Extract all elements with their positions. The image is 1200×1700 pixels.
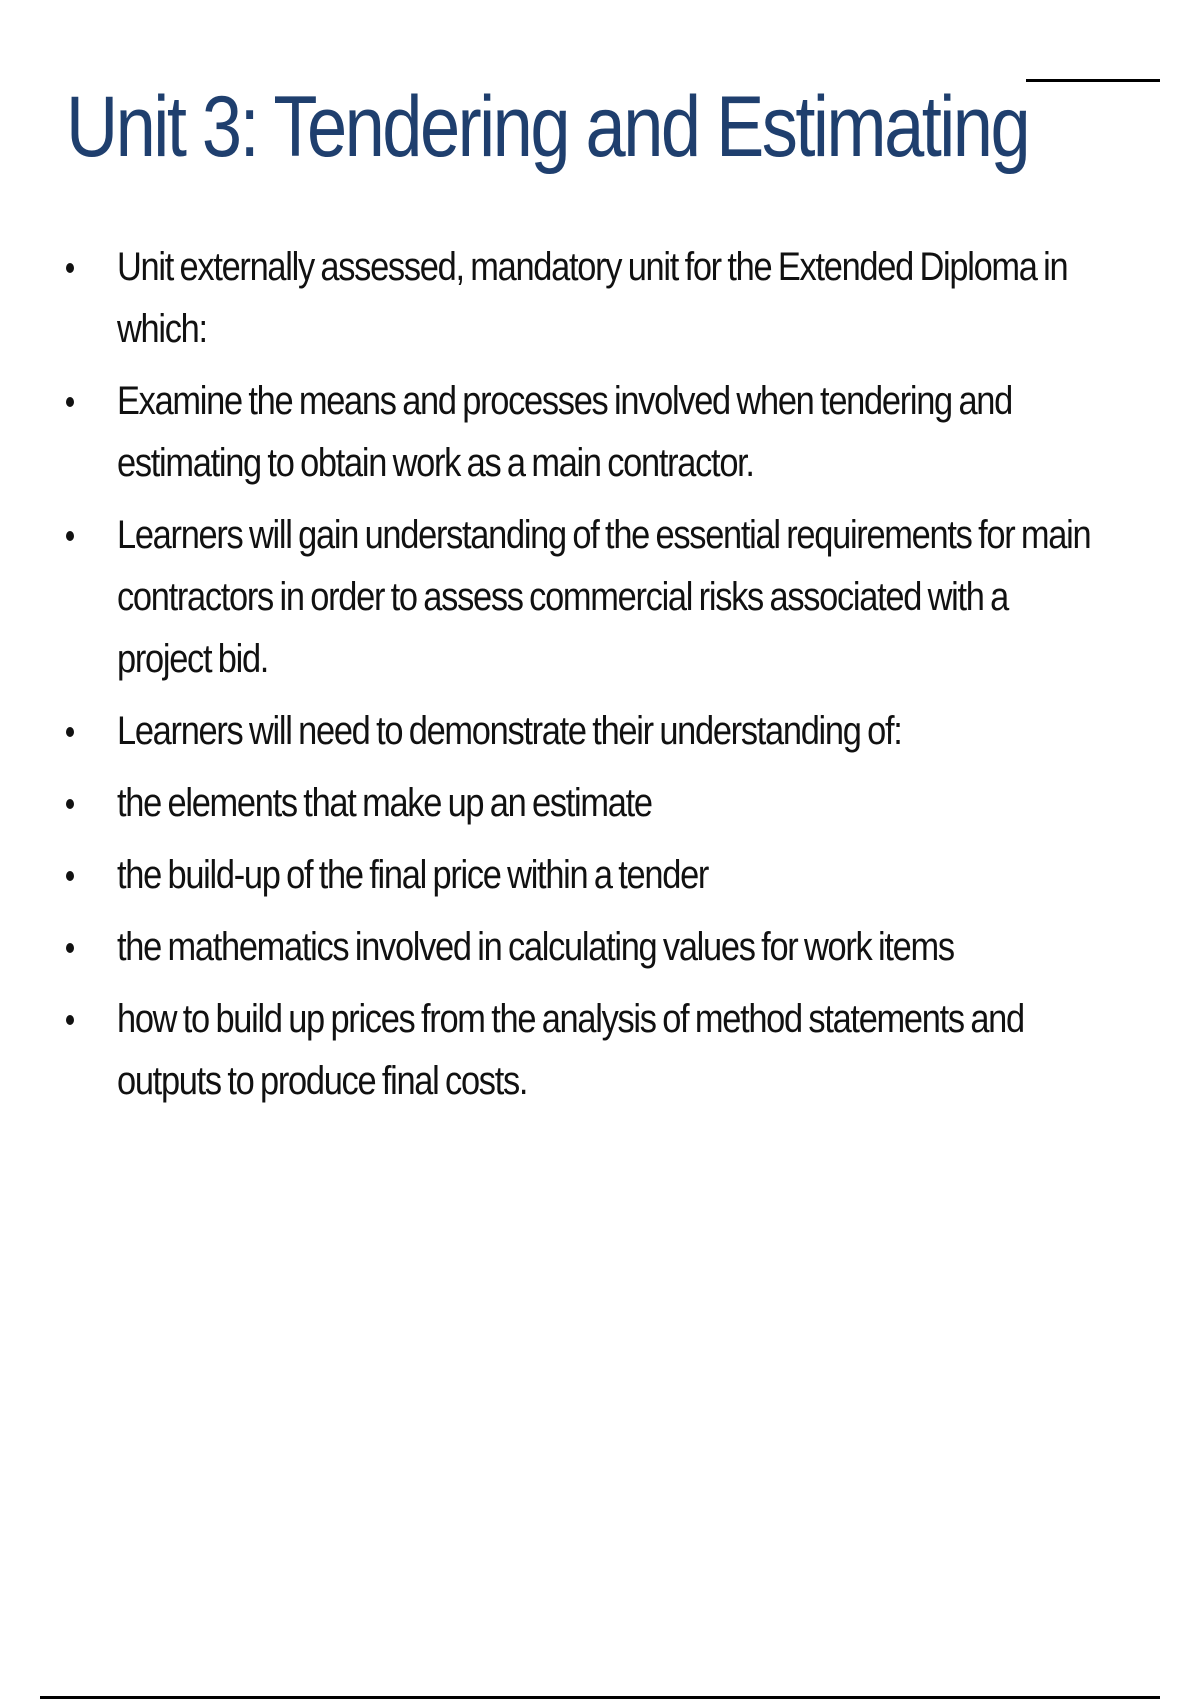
slide-title: Unit 3: Tendering and Estimating xyxy=(66,79,1029,175)
bullet-item xyxy=(60,370,1100,494)
bullet-item xyxy=(60,844,1100,906)
bullet-text: Examine the means and processes involved when tendering and estimating to obtain work as a main contractor. xyxy=(117,379,1012,485)
bullet-text: Learners will need to demonstrate their understanding of: xyxy=(117,709,902,753)
bullet-dot-icon xyxy=(66,531,74,541)
top-right-rule xyxy=(1026,79,1160,82)
bullet-text: the elements that make up an estimate xyxy=(117,781,652,825)
bullet-dot-icon xyxy=(66,799,74,809)
bullet-dot-icon xyxy=(66,397,74,407)
bottom-rule xyxy=(40,1696,1160,1699)
bullet-dot-icon xyxy=(66,1015,74,1025)
bullet-dot-icon xyxy=(66,943,74,953)
bullet-dot-icon xyxy=(66,263,74,273)
bullet-list xyxy=(60,236,1100,1122)
bullet-item xyxy=(60,504,1100,690)
bullet-dot-icon xyxy=(66,727,74,737)
bullet-text: the mathematics involved in calculating values for work items xyxy=(117,925,954,969)
bullet-text: the build-up of the final price within a tender xyxy=(117,853,709,897)
bullet-item xyxy=(60,988,1100,1112)
bullet-item xyxy=(60,916,1100,978)
bullet-text: how to build up prices from the analysis of method statements and outputs to produce final costs. xyxy=(117,997,1024,1103)
bullet-item xyxy=(60,772,1100,834)
bullet-item xyxy=(60,236,1100,360)
bullet-dot-icon xyxy=(66,871,74,881)
bullet-text: Learners will gain understanding of the essential requirements for main contractors in order to assess commercial risks associated with a project bid. xyxy=(117,513,1091,681)
bullet-item xyxy=(60,700,1100,762)
bullet-text: Unit externally assessed, mandatory unit for the Extended Diploma in which: xyxy=(117,245,1068,351)
